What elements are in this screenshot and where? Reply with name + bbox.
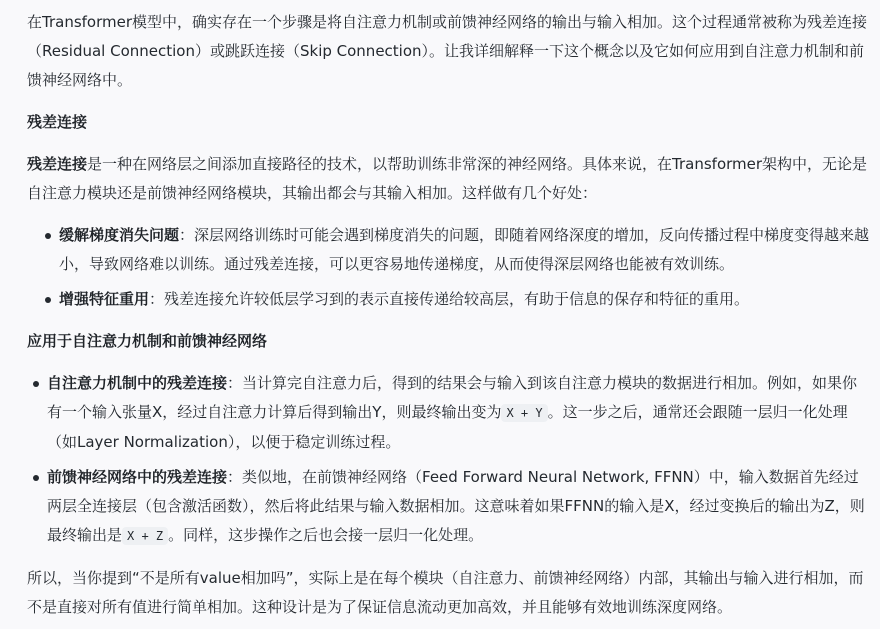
list-item-text: ：类似地，在前馈神经网络（Feed Forward Neural Network, FFNN）中，输入数据首先经过两层全连接层（包含激活函数），然后将此结果与输入数据相加。这意味着如果FFNN的输入是X，经过变换后的输出为Z，则最终输出是 bbox=[47, 468, 865, 544]
list-item bbox=[59, 221, 870, 279]
list-item-title: 增强特征重用 bbox=[59, 290, 150, 308]
application-list bbox=[27, 369, 870, 551]
list-item-title: 缓解梯度消失问题 bbox=[59, 226, 180, 244]
residual-paragraph bbox=[27, 150, 870, 208]
inline-code: X + Y bbox=[501, 404, 547, 422]
section-heading-application: 应用于自注意力机制和前馈神经网络 bbox=[27, 332, 268, 350]
list-item-text: ：深层网络训练时可能会遇到梯度消失的问题，即随着网络深度的增加，反向传播过程中梯度变得越来越小，导致网络难以训练。通过残差连接，可以更容易地传递梯度，从而使得深层网络也能被有效训练。 bbox=[59, 226, 870, 273]
section-heading-residual: 残差连接 bbox=[27, 113, 88, 131]
conclusion-paragraph: 所以，当你提到“不是所有value相加吗”，实际上是在每个模块（自注意力、前馈神经网络）内部，其输出与输入进行相加，而不是直接对所有值进行简单相加。这种设计是为了保证信息流动更加高效，并且能够有效地训练深度网络。 bbox=[27, 569, 864, 616]
bullet-icon bbox=[45, 297, 51, 303]
list-item bbox=[47, 463, 870, 551]
list-item bbox=[59, 285, 870, 314]
intro-paragraph: 在Transformer模型中，确实存在一个步骤是将自注意力机制或前馈神经网络的输出与输入相加。这个过程通常被称为残差连接（Residual Connection）或跳跃连接（Skip Connection）。让我详细解释一下这个概念以及它如何应用到自注意力机制和前馈神经网络中。 bbox=[27, 13, 868, 89]
inline-code: X + Z bbox=[122, 527, 168, 545]
bullet-icon bbox=[33, 475, 39, 481]
list-item-title: 前馈神经网络中的残差连接 bbox=[47, 468, 228, 486]
list-item bbox=[47, 369, 870, 457]
list-item-text: ：残差连接允许较低层学习到的表示直接传递给较高层，有助于信息的保存和特征的重用。 bbox=[149, 290, 750, 308]
list-item-title: 自注意力机制中的残差连接 bbox=[47, 374, 228, 392]
list-item-text: 。同样，这步操作之后也会接一层归一化处理。 bbox=[168, 526, 484, 544]
benefits-list bbox=[27, 221, 870, 314]
list-item-text: ：当计算完自注意力后，得到的结果会与输入到该自注意力模块的数据进行相加。例如，如果你有一个输入张量X，经过自注意力计算后得到输出Y，则最终输出变为 bbox=[47, 374, 858, 421]
bullet-icon bbox=[45, 233, 51, 239]
bullet-icon bbox=[33, 381, 39, 387]
list-item-text: 。这一步之后，通常还会跟随一层归一化处理（如Layer Normalization），以便于稳定训练过程。 bbox=[47, 403, 848, 451]
residual-lead-text: 是一种在网络层之间添加直接路径的技术，以帮助训练非常深的神经网络。具体来说，在Transformer架构中，无论是自注意力模块还是前馈神经网络模块，其输出都会与其输入相加。这样做有几个好处： bbox=[27, 155, 868, 202]
residual-lead-bold: 残差连接 bbox=[27, 155, 88, 173]
